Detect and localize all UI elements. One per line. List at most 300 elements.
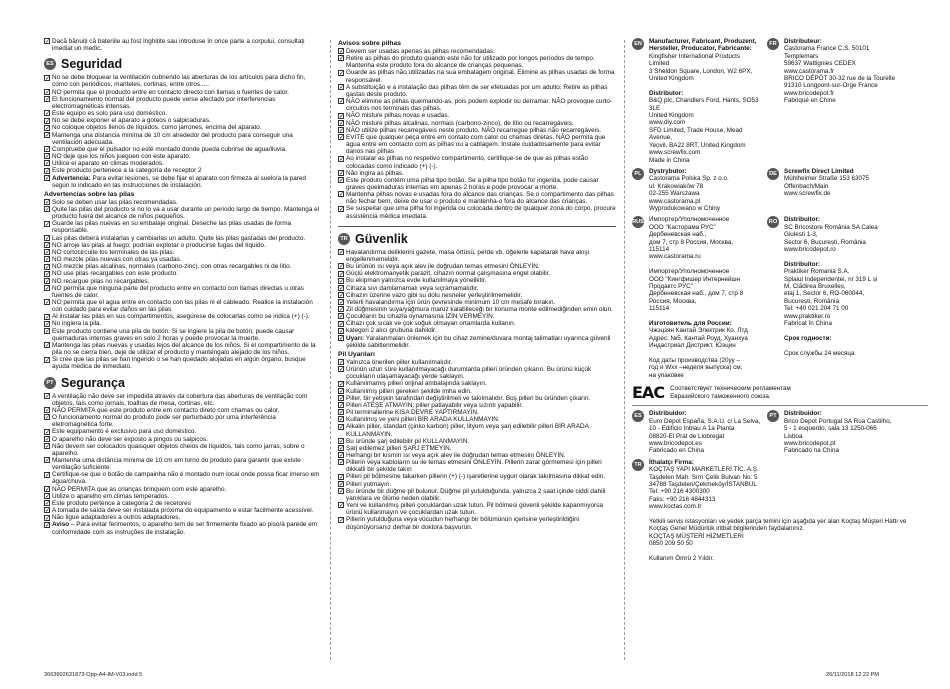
address-text: Manufacturer, Fabricant, Produzent, Hersteller, Producator, Fabricante: Kingfisher International Products Limited 3 Sheldon Square, London, W2 6PX, United Kingdom Distributor: B&Q plc, Chandlers Ford, Hants, SO53 3LE United Kingdom www.diy.com SFD Limited, Trade House, Mead Avenue, Yeovil, BA22 8RT, United Kingdom www.screwfix.com Made in China [649, 38, 759, 164]
checklist-item-text: Devem ser usadas apenas as pilhas recomendadas. [346, 48, 495, 55]
checkbox-icon: ✓ [45, 328, 51, 335]
checkbox-icon: ✓ [45, 243, 51, 250]
checklist-item [338, 438, 616, 445]
checkbox-icon: ✓ [45, 357, 51, 364]
checkbox-icon: ✓ [339, 446, 345, 453]
checklist-item-text: Não devem ser colocados quaisquer objetos cheios de líquidos, tais como jarras, sobre o aparelho. [52, 442, 305, 457]
distributor-row [632, 168, 928, 212]
checklist-item-text: Pilleri pil bölmesine takarken pillerin (+) (-) işaretlerine uygun olarak takılmasına dikkat edin. [346, 473, 606, 481]
checkbox-icon: ✓ [45, 436, 51, 443]
checklist-item [44, 124, 322, 131]
checklist-item [44, 220, 322, 234]
checklist-item-text: Pillerin yutulduğuna veya vücudun herhangi bir bölümünün içerisine yerleştirildiğini düşünüyorsanız derhal bir doktora başvurun. [346, 516, 580, 531]
checkbox-icon: ✓ [45, 161, 51, 168]
checklist-item [44, 110, 322, 117]
checklist-item-text: Este produto contém uma pilha tipo botão. Se a pilha tipo botão for ingerida, pode causar graves queimaduras internas em apenas 2 horas e pode provocar a morte. [346, 176, 599, 191]
checklist-item-text: A tomada de saída deve ser instalada próxima do equipamento e estar facilmente acessível. [52, 507, 314, 515]
checkbox-icon: ✓ [45, 515, 51, 522]
checklist-item [338, 191, 616, 205]
checklist-item [44, 146, 322, 153]
checklist-item-text: O funcionamento normal do produto pode ser perturbado por uma interferência eletromagnética forte. [52, 414, 276, 429]
checklist-item-text: Yalnızca önerilen piller kullanılmalıdır. [346, 358, 453, 366]
checklist-item [338, 270, 616, 277]
checkbox-icon: ✓ [45, 264, 51, 271]
checkbox-icon: ✓ [45, 415, 51, 422]
column-3-distributors [632, 38, 928, 566]
checklist-item [44, 89, 322, 96]
checklist-item [44, 263, 322, 270]
checklist-item-text: Quite las pilas del producto si no lo va a usar durante un periodo largo de tiempo. Mantenga el producto fuera del alcance de niños pequeños. [52, 205, 320, 221]
checkbox-icon: ✓ [339, 285, 345, 292]
checklist-item-text: kategori 2 alıcı grubuna dahildir. [346, 327, 437, 335]
checkbox-icon: ✓ [339, 206, 345, 213]
checkbox-icon: ✓ [45, 97, 51, 104]
checkbox-icon: ✓ [339, 489, 345, 496]
address-block-pt [767, 410, 897, 454]
checklist-item [44, 428, 322, 435]
checkbox-icon: ✓ [339, 192, 345, 199]
checklist-item-text: Ao instalar as pilhas no respetivo compartimento, certifique-se de que as pilhas estão colocadas como indicado (+) (-). [346, 155, 588, 170]
checklist-item-text: Pilleri ATEŞE ATMAYIN; piller patlayabilir veya sızıntı yapabilir. [346, 401, 523, 409]
checkbox-icon: ✓ [339, 503, 345, 510]
checkbox-icon: ✓ [339, 120, 345, 127]
checkbox-icon: ✓ [339, 481, 345, 488]
checklist-item-text: No coloque objetos llenos de líquidos, como jarrones, encima del aparato. [52, 124, 262, 132]
checkbox-icon: ✓ [45, 472, 51, 479]
checklist-item-text: Mantenha uma distância mínima de 10 cm em torno do produto para garantir que existe ventilação suficiente. [52, 456, 301, 472]
checkbox-icon: ✓ [339, 128, 345, 135]
checklist-item-text: Çocukların bu cihazla oynamasına İZİN VERMEYİN. [346, 313, 495, 321]
checklist-item-text: A substituição e a instalação das pilhas têm de ser efetuadas por um adulto. Retire as pilhas gastas deste produto. [346, 83, 608, 98]
checkbox-icon: ✓ [339, 292, 345, 299]
checklist-item-text: Este equipo es solo para uso doméstico. [52, 110, 168, 118]
checklist-item [44, 38, 322, 52]
address-block-fr [767, 38, 897, 164]
address-text: Screwfix Direct Limited Mühlheimer Straße 153 63075 Offenbach/Main www.screwfix.de [784, 167, 870, 198]
checkbox-icon: ✓ [339, 424, 345, 431]
checkbox-icon: ✓ [339, 56, 345, 63]
eac-text: Соответствует техническим регламентам Евразийского таможенного союза. [670, 385, 791, 400]
checkbox-icon: ✓ [339, 367, 345, 374]
address-text: Импортер/Уполномоченное ООО "Касторама РУС" Дербеневская наб., дом 7, стр 8 Россия, Москва, 115114 www.castorama.ru Импортер/Уполномоченное ООО "Кингфишер Интернейшн Продактс РУС" Дербеневская наб., дом 7, стр 8 Россия, Москва, 115114 Изготовитель для России: Чжэцзян Кантай Электрик Ко. Лтд Адрес: №5, Кантай Роуд, Хуанхуа Индастриал Дистрикт, Юэцин Код даты производства (20yy – год и Wxx –неделя выпуска) см. на упаковке [649, 216, 748, 379]
checklist-item [338, 488, 616, 502]
checkbox-icon: ✓ [45, 75, 51, 82]
checkbox-icon: ✓ [45, 271, 51, 278]
checklist-item-text: Cihazı çok sıcak ve çok soğuk olmayan ortamlarda kullanın. [346, 320, 516, 328]
checklist-item [44, 500, 322, 507]
distributor-row [632, 38, 928, 164]
checklist-item [44, 320, 322, 327]
checklist-item-text: Piller, bir yetişkin tarafından değiştirilmeli ve takılmalıdır. Boş pilleri bu üründen çıkarın. [346, 394, 591, 402]
checkbox-icon: ✓ [45, 458, 51, 465]
checklist-item-text: Mantenga una distancia mínima de 10 cm alrededor del producto para conseguir una ventilación adecuada. [52, 131, 293, 146]
checklist-item-text: NO use pilas recargables con este producto. [52, 270, 179, 278]
checklist-item-text: NO mezcle pilas nuevas con otras ya usadas. [52, 256, 182, 264]
address-text: Distribuidor: Brico Depot Portugal SA Rua Castilho, 5 - 1 esquerdo, sala 13 1250-066 Lisboa www.bricodepot.pt Fabricado na China [784, 410, 892, 455]
checklist-item [44, 436, 322, 443]
checklist-item [44, 175, 322, 189]
checklist-item [338, 388, 616, 395]
checkbox-icon: ✓ [339, 396, 345, 403]
checklist-item-text: Kullanılmamış pilleri orijinal ambalajında saklayın. [346, 380, 487, 388]
checkbox-icon: ✓ [45, 89, 51, 96]
checklist-item-text: Kullanılmış ve yeni pilleri BİR ARADA KULLANMAYIN. [346, 416, 500, 424]
checklist-item [44, 457, 322, 471]
address-block-tr [632, 459, 928, 563]
checklist-item [338, 55, 616, 69]
address-text: Distributeur: Castorama France C.S. 50101 Templemars 59637 Wattignies CEDEX www.castorama.fr BRICO DÉPÔT 30-32 rue de la Tourelle 91310 Longpont-sur-Orge France www.bricodepot.fr Fabriqué en Chine [784, 38, 896, 105]
checklist-item [338, 205, 616, 219]
checklist-item [338, 313, 616, 320]
checkbox-icon: ✓ [339, 49, 345, 56]
checklist-item-text: Kullanılmış pilleri gereken şekilde imha edin. [346, 387, 472, 395]
checklist-item [44, 249, 322, 256]
checklist-item-text: Yeterli havalandırma için ürün çevresinde minimum 10 cm mesafe bırakın. [346, 298, 556, 306]
checklist-item-text: Dacă bănuiți că bateriile au fost înghițite sau introduse în orice parte a corpului, consultați imediat un medic. [52, 38, 305, 53]
checklist-item [44, 486, 322, 493]
checkbox-icon: ✓ [45, 278, 51, 285]
section-separator [338, 226, 616, 227]
checklist-item [44, 521, 322, 535]
checkbox-icon: ✓ [339, 70, 345, 77]
checkbox-icon: ✓ [45, 132, 51, 139]
checklist-item-text: Bu üründe şarj edilebilir pil KULLANMAYIN. [346, 437, 470, 445]
checklist-item-text: Guarde as pilhas não utilizadas na sua embalagem original. Elimine as pilhas usadas de forma responsável. [346, 69, 615, 84]
checkbox-icon: ✓ [339, 178, 345, 185]
checklist-item-text: Alkalin piller, standart (çinko karbon) piller, lityum veya şarj edilebilir pilleri BİR ARADA KULLANMAYIN. [346, 423, 589, 438]
checklist-item-text: Não ligue adaptadores a outros adaptadores. [52, 514, 181, 522]
checklist-item [44, 167, 322, 174]
checklist-item [338, 84, 616, 98]
checklist-item-text: No se debe bloquear la ventilación cubriendo las aberturas de los artículos para dicho fin, como con periódicos, manteles, cortinas, entre otros..... [52, 74, 306, 89]
language-badge-es: ES [632, 410, 644, 422]
checklist-item [44, 206, 322, 220]
checkbox-icon: ✓ [339, 474, 345, 481]
checklist-item-text: Havalandırma deliklerini gazete, masa örtüsü, perde vb. öğelerle kapatarak hava akışı engellenmemelidir. [346, 248, 590, 263]
checklist-item-text: Retire as pilhas do produto quando este não for utilizado por longos períodos de tempo. Mantenha este produto fora do alcance de crianças pequenas. [346, 55, 595, 70]
checklist-item [44, 493, 322, 500]
checklist-item-text: O aparelho não deve ser exposto a pingos ou salpicos. [52, 435, 208, 443]
checkbox-icon: ✓ [339, 360, 345, 367]
checklist-item [338, 299, 616, 306]
checklist-item-text: Solo se deben usar las pilas recomendadas. [52, 198, 178, 206]
checkbox-icon: ✓ [45, 147, 51, 154]
language-badge-rus: RUS [632, 216, 644, 228]
checklist-item [338, 459, 616, 473]
checklist-item-text: Compruebe que el pulsador no esté montado donde pueda cubrirse de agua/lluvia. [52, 145, 287, 153]
checkbox-icon: ✓ [339, 271, 345, 278]
checklist-item-text: Cihaza sıvı damlamamalı veya sıçramamalıdır. [346, 284, 479, 292]
checklist-item-text: Este producto contiene una pila de botón. Si se ingiere la pila de botón, puede causar quemaduras internas graves en solo 2 horas y puede provocar la muerte. [52, 327, 295, 342]
checklist-item [338, 402, 616, 409]
column-divider [330, 40, 331, 660]
checkbox-icon: ✓ [45, 221, 51, 228]
checklist-item-text: Zil düğmesinin suya/yağmura maruz kalabileceği bir konuma monte edilmediğinden emin olun. [346, 306, 613, 313]
checklist-item-text: NÃO PERMITA que as crianças brinquem com este aparelho. [52, 485, 227, 493]
checkbox-icon: ✓ [339, 156, 345, 163]
checklist-item [338, 320, 616, 327]
checklist-item-text: Este equipamento é exclusivo para uso doméstico. [52, 428, 197, 436]
checkbox-icon: ✓ [45, 486, 51, 493]
checkbox-icon: ✓ [339, 113, 345, 120]
checklist-item-text: NÃO elimine as pilhas queimando-as, pois podem explodir ou derramar. NÃO provoque curto-circuitos nos terminais das pilhas. [346, 98, 613, 113]
checkbox-icon: ✓ [339, 403, 345, 410]
checkbox-icon: ✓ [45, 125, 51, 132]
checklist-item-text: Güçlü elektromanyetik parazit, cihazın normal çalışmasına engel olabilir. [346, 270, 551, 278]
checkbox-icon: ✓ [45, 154, 51, 161]
checklist-item [338, 98, 616, 112]
checklist-item-text: NO cortocircuite los terminales de las pilas. [52, 248, 175, 256]
section-title-pt: Segurança [61, 375, 125, 390]
distributor-row [632, 410, 928, 454]
checkbox-icon: ✓ [45, 343, 51, 350]
checklist-item [44, 328, 322, 342]
language-badge-pt: PT [767, 410, 779, 422]
checkbox-icon: ✓ [339, 99, 345, 106]
footer-timestamp: 26/11/2018 12:22 PM [826, 672, 880, 678]
checklist-item-text: Este produto pertence à categoria 2 de recetores [52, 499, 191, 507]
checkbox-icon: ✓ [45, 285, 51, 292]
checklist-item [338, 423, 616, 437]
checkbox-icon: ✓ [339, 314, 345, 321]
checklist-item [44, 393, 322, 407]
address-text: Distribuidor: Euro Depot España, S.A.U. c/ La Selva, 10 - Edificio Inblau A 1a Planta 08820-El Prat de Llobregat www.bricodepot.es Fabricado en China [649, 410, 761, 455]
address-block-pl [632, 168, 762, 212]
language-badge-ro: RO [767, 216, 779, 228]
checklist-item [44, 160, 322, 167]
checkbox-icon: ✓ [339, 328, 345, 335]
checklist-item [338, 380, 616, 387]
checklist-item [338, 69, 616, 83]
checkbox-icon: ✓ [45, 501, 51, 508]
checkbox-icon: ✓ [339, 278, 345, 285]
checklist-item [44, 117, 322, 124]
checkbox-icon: ✓ [339, 381, 345, 388]
checklist-item [44, 278, 322, 285]
checklist-item [44, 356, 322, 370]
checklist-item [338, 327, 616, 334]
checklist-item [44, 414, 322, 428]
language-badge-tr-address: TR [632, 459, 644, 471]
checklist-item-text: Se suspeitar que uma pilha foi ingerida ou colocada dentro de qualquer zona do corpo, procure assistência médica imediata. [346, 205, 616, 220]
checklist-item-text: Utilize o aparelho em climas temperados. [52, 492, 170, 500]
checklist-item-text: NÃO misture pilhas novas e usadas. [346, 112, 450, 120]
checkbox-icon: ✓ [45, 111, 51, 118]
checkbox-icon: ✓ [339, 264, 345, 271]
checklist-item-text: Não ingira as pilhas. [346, 169, 404, 177]
checkbox-icon: ✓ [45, 235, 51, 242]
checklist-item [338, 445, 616, 452]
checklist-item-text: EVITE que qualquer peça entre em contato com calor ou chamas diretas. NÃO permita que água entre em contacto com as pilhas ou a cablagem. Instale cuidadosamente para evitar danos nas pilhas [346, 133, 606, 156]
checklist-item-text: NO permita que el producto entre en contacto directo con llamas o fuentes de calor. [52, 88, 289, 96]
address-block-es [632, 410, 762, 454]
checklist-item [338, 395, 616, 402]
checklist-item-text: NÃO utilize pilhas recarregáveis neste produto. NÃO recarregue pilhas não recarregáveis. [346, 126, 602, 134]
checkbox-icon: ✓ [45, 168, 51, 175]
checklist-item [44, 507, 322, 514]
checklist-item-text: Ürünün uzun süre kullanılmayacağı durumlarda pilleri üründen çıkarın. Bu ürünü küçük çocukların ulaşamayacağı yerde saklayın. [346, 366, 592, 381]
checkbox-icon: ✓ [339, 438, 345, 445]
checklist-item-text: NO permita que el agua entre en contacto con las pilas ni el cableado. Realice la instalación con cuidado para evitar daños en las pilas [52, 299, 313, 314]
checklist-item-text: NÃO PERMITA que este produto entre em contacto direto com chamas ou calor. [52, 406, 280, 414]
checkbox-icon: ✓ [339, 335, 345, 342]
checkbox-icon: ✓ [45, 443, 51, 450]
distributor-row [632, 216, 928, 379]
checkbox-icon: ✓ [45, 39, 51, 46]
section-title-tr: Güvenlik [355, 231, 408, 246]
language-badge-es: ES [44, 58, 56, 70]
checkbox-icon: ✓ [45, 408, 51, 415]
checklist-item-text: Pillerin veya kabloların su ile temas etmesini ÖNLEYİN. Pillerin zarar görmemesi için pilleri dikkatli bir şekilde takın [346, 459, 602, 474]
checklist-item-text: Herhangi bir kısmın ısı veya açık alev ile doğrudan temas etmesini ÖNLEYİN. [346, 451, 566, 459]
divider [632, 405, 928, 406]
checklist-item-text: Este producto pertenece a la categoría de receptor 2 [52, 167, 202, 175]
battery-warnings-title-pt: Avisos sobre pilhas [338, 40, 401, 47]
checkbox-icon: ✓ [45, 250, 51, 257]
checklist-item [44, 235, 322, 242]
address-block-en [632, 38, 762, 164]
checkbox-icon: ✓ [45, 321, 51, 328]
checklist-item-text: Yeni ve kullanılmış pilleri çocuklardan uzak tutun. Pil bölmesi güvenli şekilde kapanmıyorsa ürünü kullanmayın ve çocuklardan uzak tutun. [346, 502, 603, 517]
address-text: Dystrybutor: Castorama Polska Sp. z o.o. ul. Krakowiaków 78 02-255 Warszawa www.castorama.pl Wyprodukowano w Chiny [649, 167, 729, 212]
checklist-item-text: NO arroje las pilas al fuego; podrían explotar o producirse fugas del líquido. [52, 241, 266, 249]
checklist-item [338, 134, 616, 155]
checkbox-icon: ✓ [339, 135, 345, 142]
checklist-item-text: Bu ürünün ısı veya açık alev ile doğrudan temas etmesini ÖNLEYİN. [346, 263, 540, 271]
column-1 [44, 38, 322, 536]
checkbox-icon: ✓ [339, 453, 345, 460]
checkbox-icon: ✓ [339, 250, 345, 257]
checklist-item [44, 285, 322, 299]
section-es-header [44, 57, 322, 71]
checklist-item [44, 313, 322, 320]
section-tr-header [338, 232, 616, 246]
checklist-item-text: Certifique-se que o botão de campainha não é montado num local onde possa ficar imerso em água/chuva. [52, 471, 320, 486]
language-badge-pl: PL [632, 168, 644, 180]
address-text-tr: İthalatçı Firma: KOÇTAŞ YAPI MARKETLERİ TİC. A.Ş. Taşdelen Mah. Sırrı Çelik Bulvarı No: 5 34788 Taşdelen/Çekmeköy/İSTANBUL Tel: +90 216 4300300 Faks: +90 216 4844313 www.koctas.com.tr Yetkili servis istasyonları ve yedek parça temini için aşağıda yer alan Koçtaş Müşteri Hattı ve Koçtaş Genel Müdürlük iritbat bilgilerinden faydalanınız. KOÇTAŞ MÜŞTERİ HİZMETLERİ 0850 209 50 50 Kullanım Ömrü 2 Yıldır. [649, 458, 907, 562]
checklist-item-text: Aviso – Para evitar ferimentos, o aparelho tem de ser firmemente fixado ao piso/à parede em conformidade com as instruções de instalação. [52, 521, 318, 536]
checkbox-icon: ✓ [45, 200, 51, 207]
checkbox-icon: ✓ [45, 257, 51, 264]
checklist-item-text: Cihazın üzerine vazo gibi su dolu nesneler yerleştirilmemelidir. [346, 291, 523, 299]
address-block-de [767, 168, 897, 212]
checklist-item-text: NO permita que ninguna parte del producto entre en contacto con llamas directas u otras fuentes de calor. [52, 284, 304, 299]
checklist-item [338, 292, 616, 299]
footer-file-info: 3663602631873-Opp-A4-IM-V03.indd 5 [44, 672, 143, 678]
checklist-item-text: Mantenga las pilas nuevas y usadas lejos del alcance de los niños. Si el compartimento de la pila no se cierra bien, deje de utilizar el producto y manténgalo alejado de los niños. [52, 341, 316, 357]
checklist-item [44, 407, 322, 414]
checkbox-icon: ✓ [339, 460, 345, 467]
checklist-item [44, 514, 322, 521]
checklist-item [338, 263, 616, 270]
checkbox-icon: ✓ [339, 517, 345, 524]
checklist-item [44, 199, 322, 206]
checklist-item [338, 285, 616, 292]
checkbox-icon: ✓ [339, 321, 345, 328]
column-2 [338, 38, 616, 531]
checklist-item [338, 170, 616, 177]
checklist-item-text: Utilice el aparato en climas moderados. [52, 160, 164, 168]
checklist-item-text: Şarj edilemez pilleri ŞARJ ETMEYİN. [346, 444, 452, 452]
checkbox-icon: ✓ [339, 170, 345, 177]
checklist-item [44, 153, 322, 160]
section-title-es: Seguridad [61, 57, 123, 72]
checklist-item [338, 277, 616, 284]
checklist-item [338, 502, 616, 516]
checklist-item-text: Pil terminallerine KISA DEVRE YAPTIRMAYIN. [346, 409, 479, 417]
column-divider [624, 40, 625, 660]
checkbox-icon: ✓ [45, 522, 51, 529]
checklist-item-text: Pilleri yutmayın. [346, 480, 392, 488]
checkbox-icon: ✓ [45, 207, 51, 214]
address-block-rus [632, 216, 762, 379]
checklist-item [338, 177, 616, 191]
checklist-item [44, 299, 322, 313]
checklist-item [44, 342, 322, 356]
checklist-item-text: NÃO misture pilhas alcalinas, normais (carbono-zinco), de lítio ou recarregáveis. [346, 119, 574, 127]
checkbox-icon: ✓ [339, 300, 345, 307]
address-block-ro [767, 216, 897, 379]
checklist-item [338, 112, 616, 119]
checklist-item [338, 516, 616, 530]
checkbox-icon: ✓ [45, 175, 51, 182]
checkbox-icon: ✓ [45, 393, 51, 400]
checklist-item [44, 443, 322, 457]
eac-certification [632, 383, 928, 402]
checklist-item-text: NO deje que los niños jueguen con este aparato. [52, 153, 191, 161]
checklist-item [338, 155, 616, 169]
checkbox-icon: ✓ [45, 314, 51, 321]
checkbox-icon: ✓ [45, 300, 51, 307]
checklist-item-text: Al instalar las pilas en sus compartimentos, asegúrese de colocarlas como se indica (+) (-). [52, 313, 310, 321]
checklist-item [44, 74, 322, 88]
checklist-item-text: Uyarı: Yaralanmaları önlemek için bu cihaz zemine/duvara montaj talimatları uyarınca güvenli şekilde sabitlenmelidir. [346, 334, 611, 349]
language-badge-pt: PT [44, 377, 56, 389]
checkbox-icon: ✓ [45, 494, 51, 501]
language-badge-de: DE [767, 168, 779, 180]
checklist-item [338, 120, 616, 127]
checkbox-icon: ✓ [339, 388, 345, 395]
checklist-item-text: No ingiera la pila. [52, 320, 102, 328]
checklist-item-text: No se debe exponer el aparato a goteos o salpicaduras. [52, 117, 211, 125]
checklist-item [338, 249, 616, 263]
checklist-item [44, 132, 322, 146]
checklist-item-text: El funcionamiento normal del producto puede verse afectado por interferencias electromagnéticas intensas. [52, 95, 276, 110]
checkbox-icon: ✓ [339, 85, 345, 92]
battery-warnings-title-tr: Pil Uyarıları [338, 350, 375, 358]
checklist-item [338, 366, 616, 380]
language-badge-tr: TR [338, 233, 350, 245]
checklist-item [338, 481, 616, 488]
checklist-item [44, 471, 322, 485]
checklist-item [44, 242, 322, 249]
checkbox-icon: ✓ [339, 410, 345, 417]
language-badge-fr: FR [767, 38, 779, 50]
checklist-item [338, 473, 616, 480]
language-badge-en: EN [632, 38, 644, 50]
checklist-item-text: Las pilas deberá instalarlas y cambiarlas un adulto. Quite las pilas gastadas del producto. [52, 234, 306, 242]
checkbox-icon: ✓ [45, 429, 51, 436]
section-pt-header [44, 376, 322, 390]
battery-warnings-title-es: Advertencias sobre las pilas [44, 190, 135, 198]
checklist-item-text: A ventilação não deve ser impedida através da cobertura das aberturas de ventilação com objetos, tais como jornais, toalhas de mesa, cortinas, etc. [52, 392, 308, 407]
checklist-item-text: NO mezcle pilas alcalinas, normales (carbono-zinc), con otras recargables ni de litio. [52, 263, 292, 271]
checklist-item-text: Guarde las pilas nuevas en su embalaje original. Deseche las pilas usadas de forma responsable. [52, 220, 292, 235]
checklist-item-text: Advertencia: Para evitar lesiones, se debe fijar el aparato con firmeza al suelo/a la pared según lo indicado en las instrucciones de instalación. [52, 174, 306, 189]
checklist-item [338, 335, 616, 349]
checklist-item-text: Mantenha pilhas novas e usadas fora do alcance das crianças. Se o compartimento das pilhas não fechar bem, deixe de usar o produto e mantenha-o fora do alcance das crianças. [346, 191, 614, 206]
address-text: Distribuitor: SC Bricostore România SA Calea Giulesti 1-3, Sector 6, București, România www.bricodepot.ro Distribuitor: Praktiker Romania S.A. Splaiul Independenței, nr 319 L și M, Clădirea Bruxelles, etaj 1, Sector 6, RO-060044, București, România Tel: +40 021 204 71 00 www.praktiker.ro Fabricat în China Срок годности: Срок службы 24 месяца [784, 216, 878, 357]
